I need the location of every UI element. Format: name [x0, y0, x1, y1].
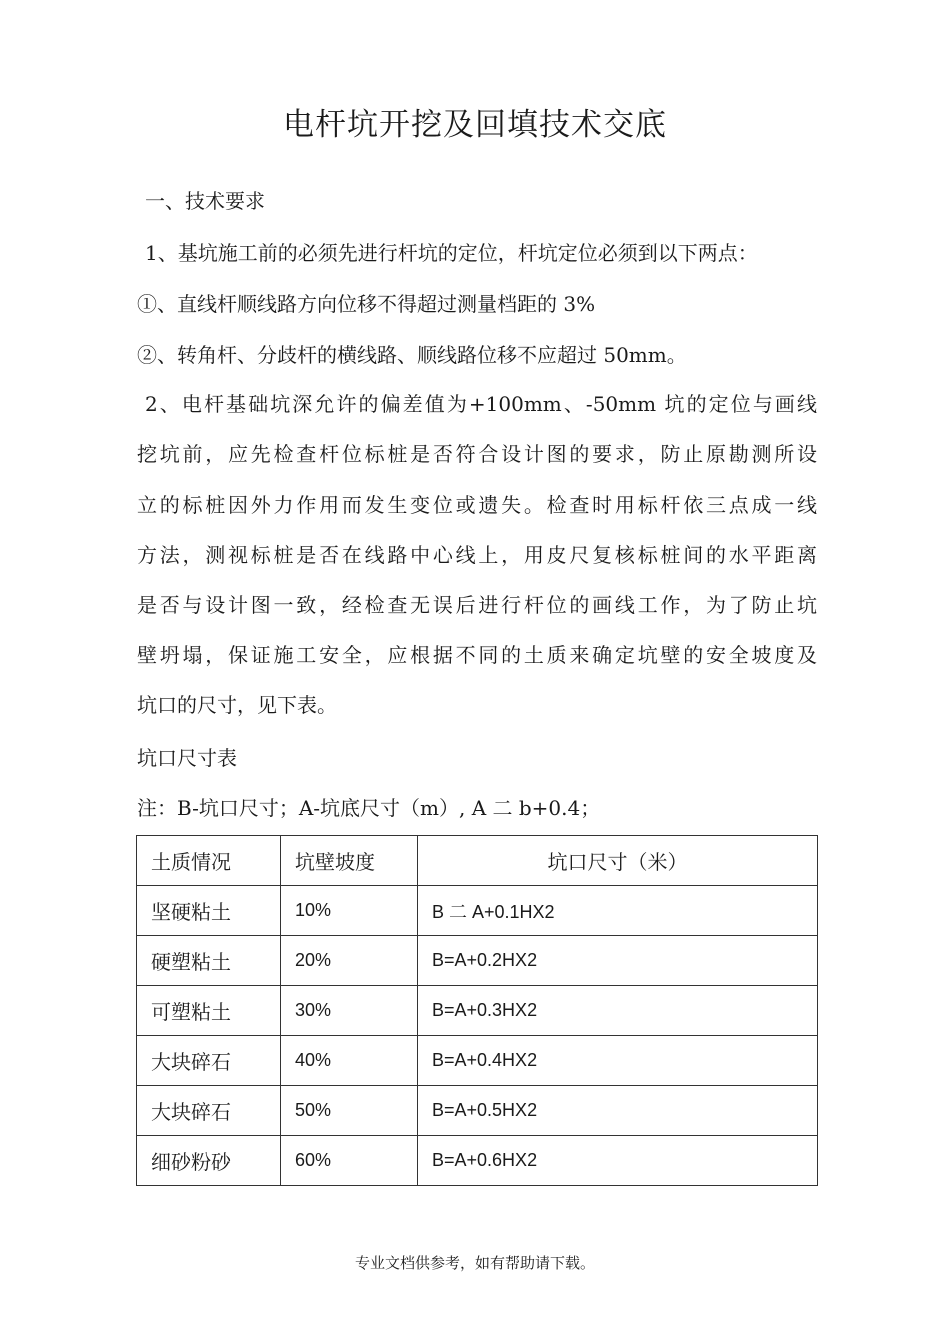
table-row	[137, 936, 818, 986]
dimension-cell: B=A+0.5HX2	[418, 1086, 818, 1136]
soil-cell: 坚硬粘土	[137, 886, 281, 936]
paragraph-line: 壁坍塌，保证施工安全，应根据不同的土质来确定坑壁的安全坡度及	[137, 643, 817, 667]
paragraph-line: 挖坑前，应先检查杆位标桩是否符合设计图的要求，防止原勘测所设	[137, 442, 817, 466]
soil-cell: 可塑粘土	[137, 986, 281, 1036]
paragraph-line: 方法，测视标桩是否在线路中心线上，用皮尺复核标桩间的水平距离	[137, 543, 817, 567]
paragraph-line: 坑口的尺寸，见下表。	[137, 693, 337, 717]
table-row	[137, 886, 818, 936]
paragraph-line: 是否与设计图一致，经检查无误后进行杆位的画线工作，为了防止坑	[137, 593, 817, 617]
slope-cell: 20%	[281, 936, 418, 986]
slope-cell: 30%	[281, 986, 418, 1036]
header-soil-condition: 土质情况	[137, 836, 281, 886]
section-heading: 一、技术要求	[145, 189, 265, 213]
requirement-item-1: 1、基坑施工前的必须先进行杆坑的定位，杆坑定位必须到以下两点：	[145, 241, 758, 265]
page-footer: 专业文档供参考，如有帮助请下载。	[354, 1254, 595, 1272]
dimension-cell: B=A+0.6HX2	[418, 1136, 818, 1186]
soil-cell: 大块碎石	[137, 1086, 281, 1136]
table-note: 注：B-坑口尺寸；A-坑底尺寸（m）, A 二 b+0.4；	[137, 796, 601, 820]
slope-cell: 40%	[281, 1036, 418, 1086]
table-row	[137, 1086, 818, 1136]
soil-cell: 细砂粉砂	[137, 1136, 281, 1186]
slope-cell: 10%	[281, 886, 418, 936]
paragraph-line: 2、电杆基础坑深允许的偏差值为+100mm、-50mm 坑的定位与画线	[145, 392, 817, 416]
requirement-point-1: ①、直线杆顺线路方向位移不得超过测量档距的 3%	[137, 292, 596, 316]
table-row	[137, 986, 818, 1036]
pit-dimension-table	[136, 835, 818, 1186]
paragraph-line: 立的标桩因外力作用而发生变位或遗失。检查时用标杆依三点成一线	[137, 493, 817, 517]
header-pit-dimension: 坑口尺寸（米）	[418, 836, 818, 886]
dimension-cell: B=A+0.3HX2	[418, 986, 818, 1036]
slope-cell: 60%	[281, 1136, 418, 1186]
table-caption: 坑口尺寸表	[137, 746, 237, 770]
dimension-cell: B=A+0.2HX2	[418, 936, 818, 986]
header-wall-slope: 坑壁坡度	[281, 836, 418, 886]
dimension-cell: B=A+0.4HX2	[418, 1036, 818, 1086]
table-header-row	[137, 836, 818, 886]
table-row	[137, 1036, 818, 1086]
soil-cell: 硬塑粘土	[137, 936, 281, 986]
dimension-cell: B 二 A+0.1HX2	[418, 886, 818, 936]
requirement-point-2: ②、转角杆、分歧杆的横线路、顺线路位移不应超过 50mm。	[137, 343, 687, 367]
table-row	[137, 1136, 818, 1186]
soil-cell: 大块碎石	[137, 1036, 281, 1086]
page-title: 电杆坑开挖及回填技术交底	[283, 107, 667, 143]
slope-cell: 50%	[281, 1086, 418, 1136]
